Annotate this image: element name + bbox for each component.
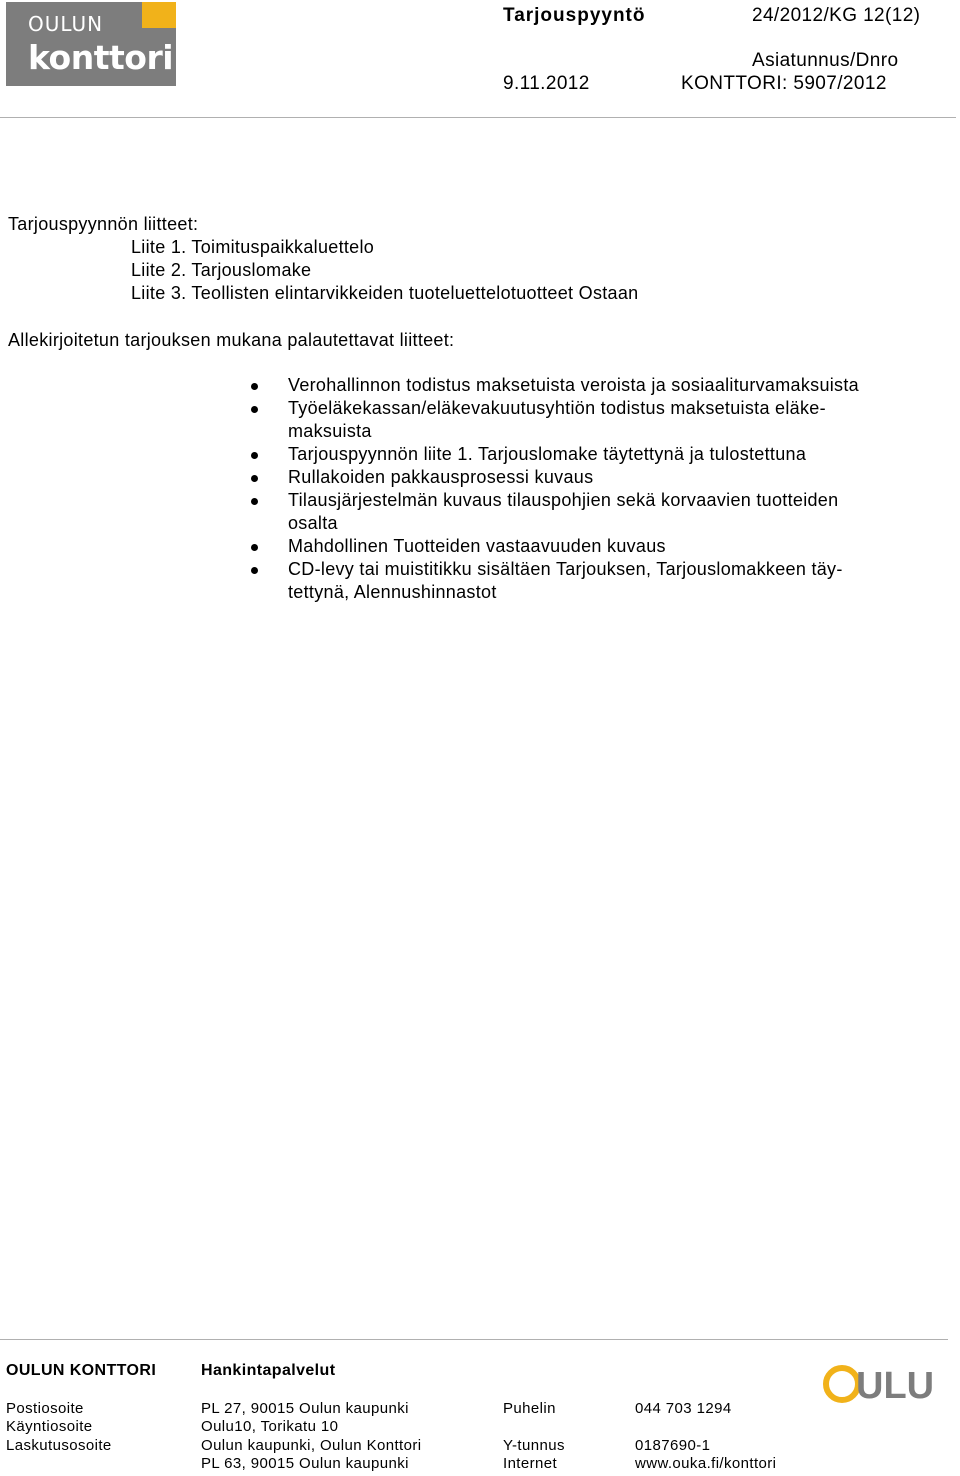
bullet-icon — [251, 498, 258, 505]
footer-contact-label: Y-tunnus — [503, 1437, 565, 1454]
footer-label: Postiosoite — [6, 1400, 84, 1417]
oulun-konttori-logo — [6, 2, 176, 86]
list-item: Rullakoiden pakkausprosessi kuvaus — [288, 466, 958, 489]
footer-org: OULUN KONTTORI — [6, 1362, 157, 1379]
oulu-logo-text: ULU — [856, 1365, 935, 1404]
footer-contact-label: Puhelin — [503, 1400, 556, 1417]
document-date: 9.11.2012 — [503, 73, 590, 94]
list-item: Verohallinnon todistus maksetuista veroista ja sosiaaliturvamaksuista — [288, 374, 958, 397]
bullet-icon — [251, 383, 258, 390]
footer-value: PL 63, 90015 Oulun kaupunki — [201, 1455, 409, 1472]
footer-contact-label: Internet — [503, 1455, 558, 1472]
case-number: KONTTORI: 5907/2012 — [681, 73, 887, 94]
footer-divider — [0, 1339, 948, 1340]
footer-value: Oulu10, Torikatu 10 — [201, 1418, 339, 1435]
footer-phone: 044 703 1294 — [635, 1400, 732, 1417]
bullet-icon — [251, 567, 258, 574]
footer-label: Laskutusosoite — [6, 1437, 112, 1454]
footer-value: PL 27, 90015 Oulun kaupunki — [201, 1400, 409, 1417]
footer-label: Käyntiosoite — [6, 1418, 93, 1435]
bullet-icon — [251, 475, 258, 482]
header-divider — [0, 117, 956, 118]
logo-accent — [142, 2, 176, 28]
footer-value: Oulun kaupunki, Oulun Konttori — [201, 1437, 422, 1454]
list-item: Työeläkekassan/eläkevakuutusyhtiön todistus maksetuista eläke- maksuista — [288, 397, 958, 443]
document-title: Tarjouspyyntö — [503, 5, 646, 26]
attachments-heading: Tarjouspyynnön liitteet: — [8, 214, 199, 234]
bullet-icon — [251, 406, 258, 413]
return-attachments-list — [288, 374, 958, 604]
attachment-item: Liite 2. Tarjouslomake — [131, 260, 312, 280]
return-attachments-heading: Allekirjoitetun tarjouksen mukana palautettavat liitteet: — [8, 330, 455, 350]
attachment-item: Liite 1. Toimituspaikkaluettelo — [131, 237, 375, 257]
case-label: Asiatunnus/Dnro — [752, 50, 899, 71]
footer-unit: Hankintapalvelut — [201, 1362, 336, 1379]
list-item: CD-levy tai muistitikku sisältäen Tarjouksen, Tarjouslomakkeen täy- tettynä, Alennushinnastot — [288, 558, 958, 604]
document-reference: 24/2012/KG 12(12) — [752, 5, 921, 26]
bullet-icon — [251, 544, 258, 551]
list-item: Tarjouspyynnön liite 1. Tarjouslomake täytettynä ja tulostettuna — [288, 443, 958, 466]
oulu-city-logo — [822, 1360, 948, 1404]
list-item: Tilausjärjestelmän kuvaus tilauspohjien sekä korvaavien tuotteiden osalta — [288, 489, 958, 535]
footer-website: www.ouka.fi/konttori — [635, 1455, 777, 1472]
list-item: Mahdollinen Tuotteiden vastaavuuden kuvaus — [288, 535, 958, 558]
logo-top-text: OULUN — [28, 12, 104, 36]
bullet-icon — [251, 452, 258, 459]
attachment-item: Liite 3. Teollisten elintarvikkeiden tuoteluettelotuotteet Ostaan — [131, 283, 639, 303]
footer-business-id: 0187690-1 — [635, 1437, 711, 1454]
logo-main-text: konttori — [28, 38, 174, 77]
